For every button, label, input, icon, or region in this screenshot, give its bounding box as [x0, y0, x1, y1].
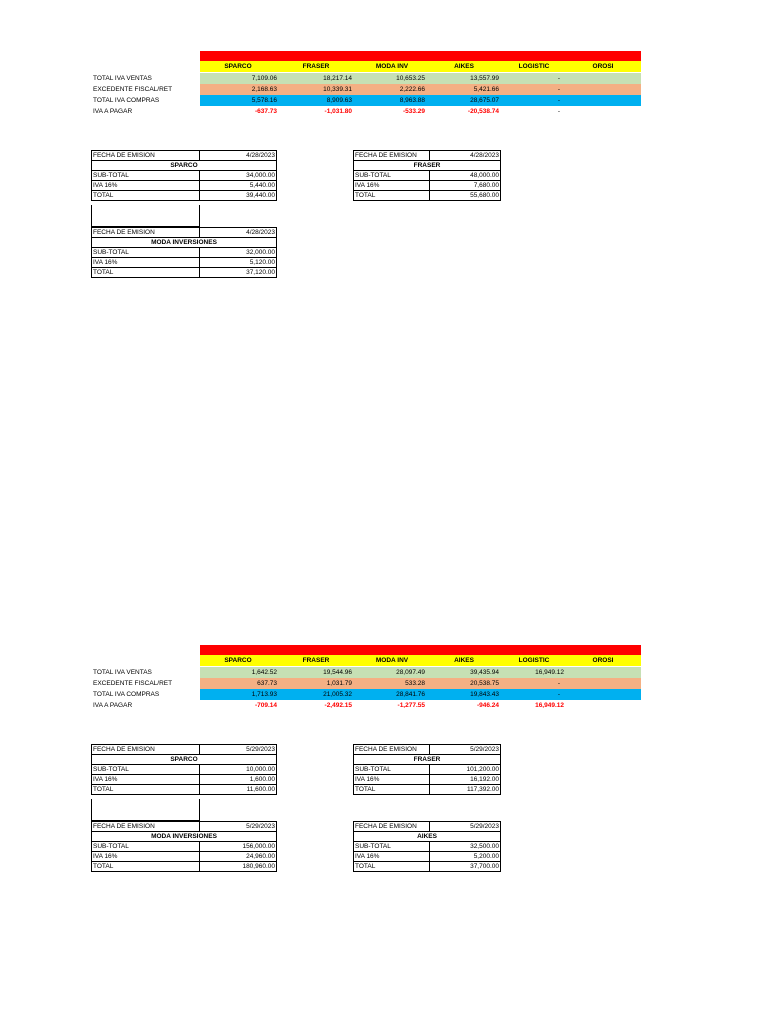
cell: 8,909.63 [326, 97, 352, 104]
cell: 16,949.12 [535, 669, 564, 676]
company-name: MODA INVERSIONES [92, 832, 277, 842]
label-iva: IVA 16% [92, 775, 200, 785]
row-iva-ventas [90, 73, 641, 84]
cell: -2,492.15 [324, 702, 352, 709]
row-iva-compras [90, 689, 641, 700]
value-subtotal: 156,000.00 [200, 842, 277, 852]
value-fecha: 4/28/2023 [200, 151, 277, 161]
label-subtotal: SUB-TOTAL [92, 842, 200, 852]
red-header-bar [200, 51, 641, 61]
company-header-row [200, 61, 641, 72]
summary-table-april [90, 51, 641, 121]
cell: -1,277.55 [397, 702, 425, 709]
label-iva: IVA 16% [92, 258, 200, 268]
cell: -20,538.74 [467, 108, 499, 115]
cell: 8,963.88 [399, 97, 425, 104]
invoice-moda-april [91, 227, 277, 278]
label-subtotal: SUB-TOTAL [354, 765, 430, 775]
value-iva: 16,192.00 [430, 775, 501, 785]
col-header-moda: MODA INV [375, 63, 409, 70]
col-header-aikes: AIKES [454, 63, 474, 70]
row-label: TOTAL IVA VENTAS [93, 75, 152, 82]
value-fecha: 5/29/2023 [200, 822, 277, 832]
invoice-sparco-april [91, 150, 277, 201]
cell: 20,538.75 [470, 680, 499, 687]
value-subtotal: 10,000.00 [200, 765, 277, 775]
cell: 10,339.31 [323, 86, 352, 93]
cell: -533.29 [402, 108, 425, 115]
col-header-moda: MODA INV [375, 657, 409, 664]
invoice-sparco-may [91, 744, 277, 795]
value-subtotal: 32,500.00 [430, 842, 501, 852]
value-iva: 1,600.00 [200, 775, 277, 785]
cell: -946.24 [476, 702, 499, 709]
value-iva: 24,960.00 [200, 852, 277, 862]
value-subtotal: 32,000.00 [200, 248, 277, 258]
red-header-bar [200, 645, 641, 655]
value-fecha: 4/28/2023 [200, 228, 277, 238]
cell: 28,841.76 [396, 691, 425, 698]
company-name: MODA INVERSIONES [92, 238, 277, 248]
company-name: FRASER [354, 161, 501, 171]
value-total: 37,700.00 [430, 862, 501, 872]
label-total: TOTAL [92, 191, 200, 201]
value-total: 180,960.00 [200, 862, 277, 872]
label-fecha: FECHA DE EMISION [92, 745, 200, 755]
value-total: 37,120.00 [200, 268, 277, 278]
value-total: 11,600.00 [200, 785, 277, 795]
company-name: AIKES [354, 832, 501, 842]
col-header-orosi: OROSI [592, 63, 614, 70]
label-fecha: FECHA DE EMISION [92, 822, 200, 832]
row-label: EXCEDENTE FISCAL/RET [93, 86, 173, 93]
value-iva: 5,440.00 [200, 181, 277, 191]
label-fecha: FECHA DE EMISION [92, 151, 200, 161]
cell: 28,097.49 [396, 669, 425, 676]
cell: 637.73 [257, 680, 277, 687]
row-label: TOTAL IVA VENTAS [93, 669, 152, 676]
col-header-fraser: FRASER [302, 657, 330, 664]
label-subtotal: SUB-TOTAL [92, 248, 200, 258]
cell: 28,675.07 [470, 97, 499, 104]
value-total: 39,440.00 [200, 191, 277, 201]
invoice-moda-may [91, 821, 277, 872]
label-total: TOTAL [354, 862, 430, 872]
col-header-aikes: AIKES [454, 657, 474, 664]
cell: 7,109.06 [251, 75, 277, 82]
cell: 18,217.14 [323, 75, 352, 82]
label-total: TOTAL [354, 785, 430, 795]
cell: 533.28 [405, 680, 425, 687]
cell: 21,005.32 [323, 691, 352, 698]
label-fecha: FECHA DE EMISION [354, 151, 430, 161]
cell: 19,544.96 [323, 669, 352, 676]
invoice-fraser-april [353, 150, 501, 201]
row-iva-compras [90, 95, 641, 106]
cell: -709.14 [254, 702, 277, 709]
value-subtotal: 48,000.00 [430, 171, 501, 181]
company-name: SPARCO [92, 755, 277, 765]
col-header-logistic: LOGISTIC [518, 63, 550, 70]
invoice-aikes-may [353, 821, 501, 872]
cell: 2,222.66 [399, 86, 425, 93]
value-fecha: 5/29/2023 [200, 745, 277, 755]
label-subtotal: SUB-TOTAL [354, 842, 430, 852]
invoice-fraser-may [353, 744, 501, 795]
cell: - [557, 97, 560, 104]
value-iva: 5,120.00 [200, 258, 277, 268]
label-iva: IVA 16% [354, 181, 430, 191]
label-iva: IVA 16% [92, 181, 200, 191]
row-excedente [90, 84, 641, 95]
cell: 1,713.93 [251, 691, 277, 698]
cell: - [557, 108, 560, 115]
label-fecha: FECHA DE EMISION [354, 822, 430, 832]
summary-table-may [90, 645, 641, 715]
label-iva: IVA 16% [354, 852, 430, 862]
cell: - [557, 680, 560, 687]
col-header-sparco: SPARCO [224, 657, 252, 664]
cell: 16,949.12 [535, 702, 564, 709]
row-label: EXCEDENTE FISCAL/RET [93, 680, 173, 687]
cell: 19,843.43 [470, 691, 499, 698]
value-fecha: 4/28/2023 [430, 151, 501, 161]
value-iva: 5,200.00 [430, 852, 501, 862]
value-total: 117,392.00 [430, 785, 501, 795]
value-iva: 7,680.00 [430, 181, 501, 191]
label-subtotal: SUB-TOTAL [92, 171, 200, 181]
label-subtotal: SUB-TOTAL [92, 765, 200, 775]
label-iva: IVA 16% [92, 852, 200, 862]
row-label: TOTAL IVA COMPRAS [93, 97, 160, 104]
label-total: TOTAL [92, 785, 200, 795]
value-subtotal: 101,200.00 [430, 765, 501, 775]
col-header-orosi: OROSI [592, 657, 614, 664]
cell: -637.73 [254, 108, 277, 115]
col-header-sparco: SPARCO [224, 63, 252, 70]
company-header-row [200, 655, 641, 666]
company-name: SPARCO [92, 161, 277, 171]
value-fecha: 5/29/2023 [430, 745, 501, 755]
cell: 10,653.25 [396, 75, 425, 82]
row-excedente [90, 678, 641, 689]
label-subtotal: SUB-TOTAL [354, 171, 430, 181]
cell: - [557, 75, 560, 82]
row-label: TOTAL IVA COMPRAS [93, 691, 160, 698]
value-total: 55,680.00 [430, 191, 501, 201]
cell: 13,557.99 [470, 75, 499, 82]
row-label: IVA A PAGAR [93, 702, 133, 709]
row-iva-ventas [90, 667, 641, 678]
label-fecha: FECHA DE EMISION [92, 228, 200, 238]
col-header-fraser: FRASER [302, 63, 330, 70]
cell: 5,421.66 [473, 86, 499, 93]
cell: 1,031.79 [326, 680, 352, 687]
empty-cell-block [91, 799, 200, 821]
cell: - [557, 691, 560, 698]
row-iva-pagar [90, 106, 641, 117]
label-total: TOTAL [354, 191, 430, 201]
value-subtotal: 34,000.00 [200, 171, 277, 181]
cell: - [557, 86, 560, 93]
cell: -1,031.80 [324, 108, 352, 115]
value-fecha: 5/29/2023 [430, 822, 501, 832]
cell: 5,578.16 [251, 97, 277, 104]
cell: 39,435.94 [470, 669, 499, 676]
row-label: IVA A PAGAR [93, 108, 133, 115]
label-iva: IVA 16% [354, 775, 430, 785]
col-header-logistic: LOGISTIC [518, 657, 550, 664]
empty-cell-block [91, 205, 200, 227]
label-total: TOTAL [92, 268, 200, 278]
cell: 1,642.52 [251, 669, 277, 676]
cell: 2,168.63 [251, 86, 277, 93]
label-fecha: FECHA DE EMISION [354, 745, 430, 755]
company-name: FRASER [354, 755, 501, 765]
row-iva-pagar [90, 700, 641, 711]
label-total: TOTAL [92, 862, 200, 872]
